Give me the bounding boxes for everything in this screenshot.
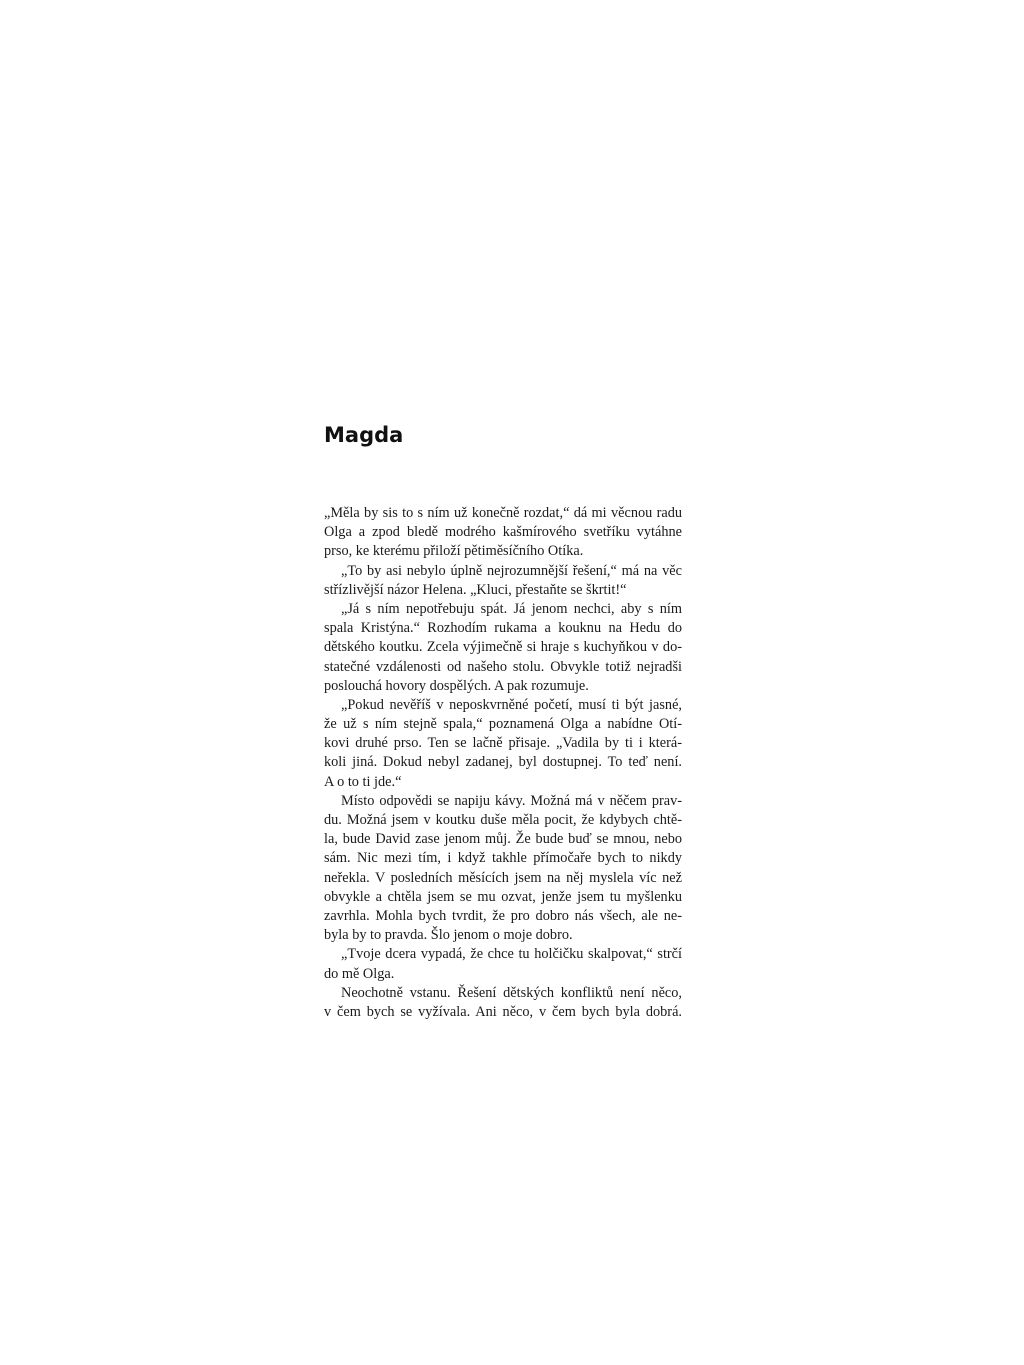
text-line: statečné vzdálenosti od našeho stolu. Obvykle totiž nejradši	[324, 658, 682, 675]
chapter-body-text	[324, 504, 682, 1022]
text-line: do mě Olga.	[324, 965, 395, 982]
text-line: la, bude David zase jenom můj. Že bude buď se mnou, nebo	[324, 831, 682, 848]
text-line: dětského koutku. Zcela výjimečně si hraje s kuchyňkou v do-	[324, 639, 682, 656]
text-line: kovi druhé prso. Ten se lačně přisaje. „Vadila by ti i která-	[324, 735, 682, 752]
text-line: poslouchá hovory dospělých. A pak rozumuje.	[324, 677, 589, 694]
text-line: že už s ním stejně spala,“ poznamená Olga a nabídne Otí-	[324, 716, 682, 733]
text-line: Místo odpovědi se napiju kávy. Možná má v něčem prav-	[341, 792, 682, 809]
text-line: Olga a zpod bledě modrého kašmírového svetříku vytáhne	[324, 524, 682, 541]
text-line: sám. Nic mezi tím, i když takhle přímočaře bych to nikdy	[324, 850, 682, 867]
text-line: střízlivější názor Helena. „Kluci, přestaňte se škrtit!“	[324, 581, 627, 598]
text-line: „Tvoje dcera vypadá, že chce tu holčičku skalpovat,“ strčí	[341, 946, 682, 963]
text-line: du. Možná jsem v koutku duše měla pocit, že kdybych chtě-	[324, 812, 682, 828]
text-line: byla by to pravda. Šlo jenom o moje dobro.	[324, 927, 573, 944]
text-line: prso, ke kterému přiloží pětiměsíčního Otíka.	[324, 543, 584, 560]
text-line: Neochotně vstanu. Řešení dětských konfliktů není něco,	[341, 984, 682, 1001]
text-line: v čem bych se vyžívala. Ani něco, v čem bych byla dobrá.	[324, 1003, 682, 1020]
chapter-title: Magda	[324, 423, 404, 447]
text-line: „Měla by sis to s ním už konečně rozdat,“ dá mi věcnou radu	[324, 505, 682, 521]
text-line: spala Kristýna.“ Rozhodím rukama a kouknu na Hedu do	[324, 620, 682, 637]
text-line: obvykle a chtěla jsem se mu ozvat, jenže jsem tu myšlenku	[324, 888, 682, 905]
text-line: A o to ti jde.“	[324, 773, 402, 790]
text-line: „Pokud nevěříš v neposkvrněné početí, musí ti být jasné,	[341, 696, 682, 713]
text-line: „To by asi nebylo úplně nejrozumnější řešení,“ má na věc	[341, 562, 682, 579]
text-line: neřekla. V posledních měsících jsem na něj myslela víc než	[324, 869, 682, 886]
text-line: zavrhla. Mohla bych tvrdit, že pro dobro nás všech, ale ne-	[324, 907, 682, 924]
text-line: koli jiná. Dokud nebyl zadanej, byl dostupnej. To teď není.	[324, 754, 682, 771]
text-line: „Já s ním nepotřebuju spát. Já jenom nechci, aby s ním	[341, 600, 682, 617]
